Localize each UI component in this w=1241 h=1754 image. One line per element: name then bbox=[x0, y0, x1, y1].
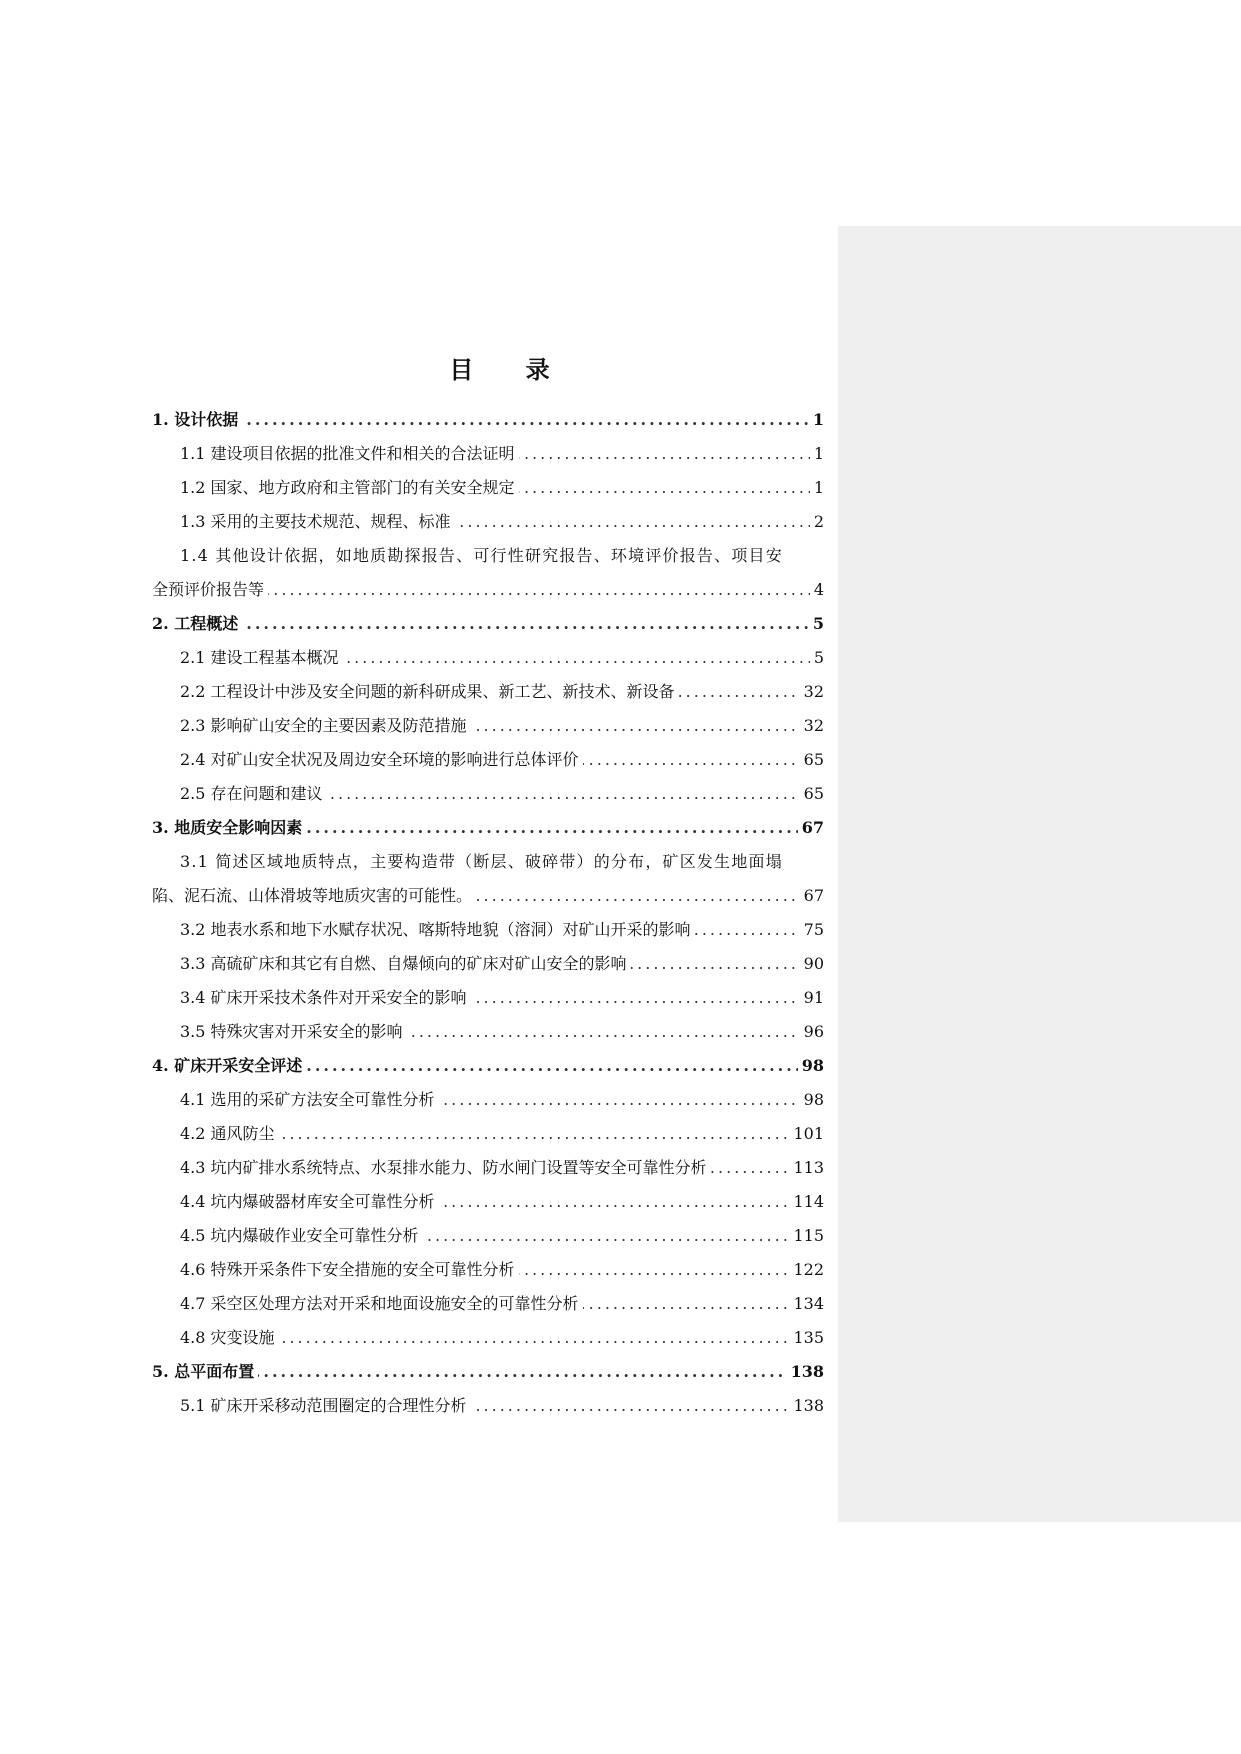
toc-page-number: 65 bbox=[800, 777, 824, 811]
toc-page-number: 1 bbox=[810, 471, 824, 505]
toc-page-number: 135 bbox=[789, 1321, 824, 1355]
toc-page-number: 96 bbox=[800, 1015, 824, 1049]
toc-entry-text: 5. 总平面布置 bbox=[152, 1362, 258, 1381]
toc-section-entry[interactable] bbox=[152, 471, 824, 505]
toc-section-entry[interactable] bbox=[152, 1253, 824, 1287]
toc-section-entry[interactable] bbox=[152, 1015, 824, 1049]
toc-entry-text: 4.1 选用的采矿方法安全可靠性分析 bbox=[152, 1090, 439, 1109]
toc-entry-text: 3.2 地表水系和地下水赋存状况、喀斯特地貌（溶洞）对矿山开采的影响 bbox=[152, 920, 695, 939]
toc-page-number: 134 bbox=[789, 1287, 824, 1321]
toc-entry-text: 4.5 坑内爆破作业安全可靠性分析 bbox=[152, 1226, 423, 1245]
toc-section-entry[interactable] bbox=[152, 641, 824, 675]
toc-section-entry[interactable] bbox=[152, 1219, 824, 1253]
toc-page-number: 101 bbox=[789, 1117, 824, 1151]
toc-entry-text: 4.2 通风防尘 bbox=[152, 1124, 279, 1143]
toc-page-number: 90 bbox=[800, 947, 824, 981]
toc-entry-line[interactable]: 3.1 简述区域地质特点，主要构造带（断层、破碎带）的分布，矿区发生地面塌 bbox=[180, 852, 783, 871]
toc-chapter-entry[interactable] bbox=[152, 811, 824, 845]
toc-page-number: 75 bbox=[800, 913, 824, 947]
toc-page-number: 138 bbox=[787, 1355, 824, 1389]
toc-page-number: 114 bbox=[789, 1185, 824, 1219]
toc-section-entry[interactable] bbox=[152, 675, 824, 709]
toc-entry-text: 4.6 特殊开采条件下安全措施的安全可靠性分析 bbox=[152, 1260, 519, 1279]
toc-entry-text: 5.1 矿床开采移动范围圈定的合理性分析 bbox=[152, 1396, 471, 1415]
toc-entry-text: 4. 矿床开采安全评述 bbox=[152, 1056, 306, 1075]
toc-chapter-entry[interactable] bbox=[152, 1355, 824, 1389]
toc-page-number: 98 bbox=[800, 1083, 824, 1117]
toc-page-number: 5 bbox=[809, 607, 824, 641]
toc-section-entry[interactable] bbox=[152, 743, 824, 777]
toc-section-entry[interactable] bbox=[152, 437, 824, 471]
toc-entry-text: 2.1 建设工程基本概况 bbox=[152, 648, 343, 667]
toc-entry-text: 全预评价报告等 bbox=[152, 580, 268, 599]
comment-margin-pane bbox=[838, 226, 1241, 1522]
toc-title: 目 录 bbox=[449, 355, 572, 384]
dot-leader bbox=[152, 607, 824, 641]
toc-entry-text: 2.3 影响矿山安全的主要因素及防范措施 bbox=[152, 716, 471, 735]
toc-section-entry[interactable] bbox=[152, 1185, 824, 1219]
toc-section-entry[interactable] bbox=[152, 947, 824, 981]
toc-entry-text: 4.3 坑内矿排水系统特点、水泵排水能力、防水闸门设置等安全可靠性分析 bbox=[152, 1158, 711, 1177]
toc-section-entry[interactable] bbox=[152, 913, 824, 947]
toc-entry-text: 2.4 对矿山安全状况及周边安全环境的影响进行总体评价 bbox=[152, 750, 583, 769]
toc-section-entry[interactable] bbox=[152, 573, 824, 607]
toc-page-number: 1 bbox=[809, 403, 824, 437]
toc-page-number: 98 bbox=[798, 1049, 824, 1083]
toc-page-number: 122 bbox=[789, 1253, 824, 1287]
toc-page-number: 32 bbox=[800, 709, 824, 743]
toc-chapter-entry[interactable] bbox=[152, 607, 824, 641]
toc-section-entry[interactable] bbox=[152, 1151, 824, 1185]
toc-page-number: 2 bbox=[810, 505, 824, 539]
toc-page-number: 4 bbox=[810, 573, 824, 607]
toc-entry-text: 4.4 坑内爆破器材库安全可靠性分析 bbox=[152, 1192, 439, 1211]
toc-section-entry[interactable] bbox=[152, 1321, 824, 1355]
toc-entry-text: 3. 地质安全影响因素 bbox=[152, 818, 306, 837]
toc-section-entry[interactable] bbox=[152, 709, 824, 743]
toc-entry-text: 3.5 特殊灾害对开采安全的影响 bbox=[152, 1022, 407, 1041]
table-of-contents bbox=[152, 403, 824, 1423]
toc-entry-text: 4.7 采空区处理方法对开采和地面设施安全的可靠性分析 bbox=[152, 1294, 583, 1313]
toc-entry-text: 1.1 建设项目依据的批准文件和相关的合法证明 bbox=[152, 444, 519, 463]
toc-entry-text: 陷、泥石流、山体滑坡等地质灾害的可能性。 bbox=[152, 886, 476, 905]
toc-page-number: 67 bbox=[800, 879, 824, 913]
toc-entry-text: 4.8 灾变设施 bbox=[152, 1328, 279, 1347]
toc-page-number: 65 bbox=[800, 743, 824, 777]
toc-entry-text: 2.2 工程设计中涉及安全问题的新科研成果、新工艺、新技术、新设备 bbox=[152, 682, 679, 701]
toc-page-number: 32 bbox=[800, 675, 824, 709]
toc-page-number: 67 bbox=[798, 811, 824, 845]
toc-entry-text: 1. 设计依据 bbox=[152, 410, 242, 429]
toc-page-number: 91 bbox=[800, 981, 824, 1015]
toc-page-number: 115 bbox=[789, 1219, 824, 1253]
toc-section-entry[interactable] bbox=[152, 1389, 824, 1423]
toc-page-number: 5 bbox=[810, 641, 824, 675]
toc-chapter-entry[interactable] bbox=[152, 1049, 824, 1083]
toc-page-number: 113 bbox=[789, 1151, 824, 1185]
toc-section-entry[interactable] bbox=[152, 879, 824, 913]
toc-section-entry[interactable] bbox=[152, 1287, 824, 1321]
toc-entry-text: 2.5 存在问题和建议 bbox=[152, 784, 327, 803]
toc-section-entry[interactable] bbox=[152, 1083, 824, 1117]
toc-entry-text: 1.2 国家、地方政府和主管部门的有关安全规定 bbox=[152, 478, 519, 497]
toc-chapter-entry[interactable] bbox=[152, 403, 824, 437]
toc-entry-text: 1.3 采用的主要技术规范、规程、标准 bbox=[152, 512, 455, 531]
toc-section-entry[interactable] bbox=[152, 777, 824, 811]
toc-entry-text: 3.4 矿床开采技术条件对开采安全的影响 bbox=[152, 988, 471, 1007]
toc-section-entry[interactable] bbox=[152, 505, 824, 539]
toc-page-number: 1 bbox=[810, 437, 824, 471]
toc-entry-text: 3.3 高硫矿床和其它有自燃、自爆倾向的矿床对矿山安全的影响 bbox=[152, 954, 631, 973]
toc-section-entry[interactable] bbox=[152, 1117, 824, 1151]
dot-leader bbox=[152, 403, 824, 437]
toc-section-entry[interactable] bbox=[152, 981, 824, 1015]
toc-entry-text: 2. 工程概述 bbox=[152, 614, 242, 633]
toc-entry-line[interactable]: 1.4 其他设计依据，如地质勘探报告、可行性研究报告、环境评价报告、项目安 bbox=[180, 546, 783, 565]
toc-page-number: 138 bbox=[789, 1389, 824, 1423]
